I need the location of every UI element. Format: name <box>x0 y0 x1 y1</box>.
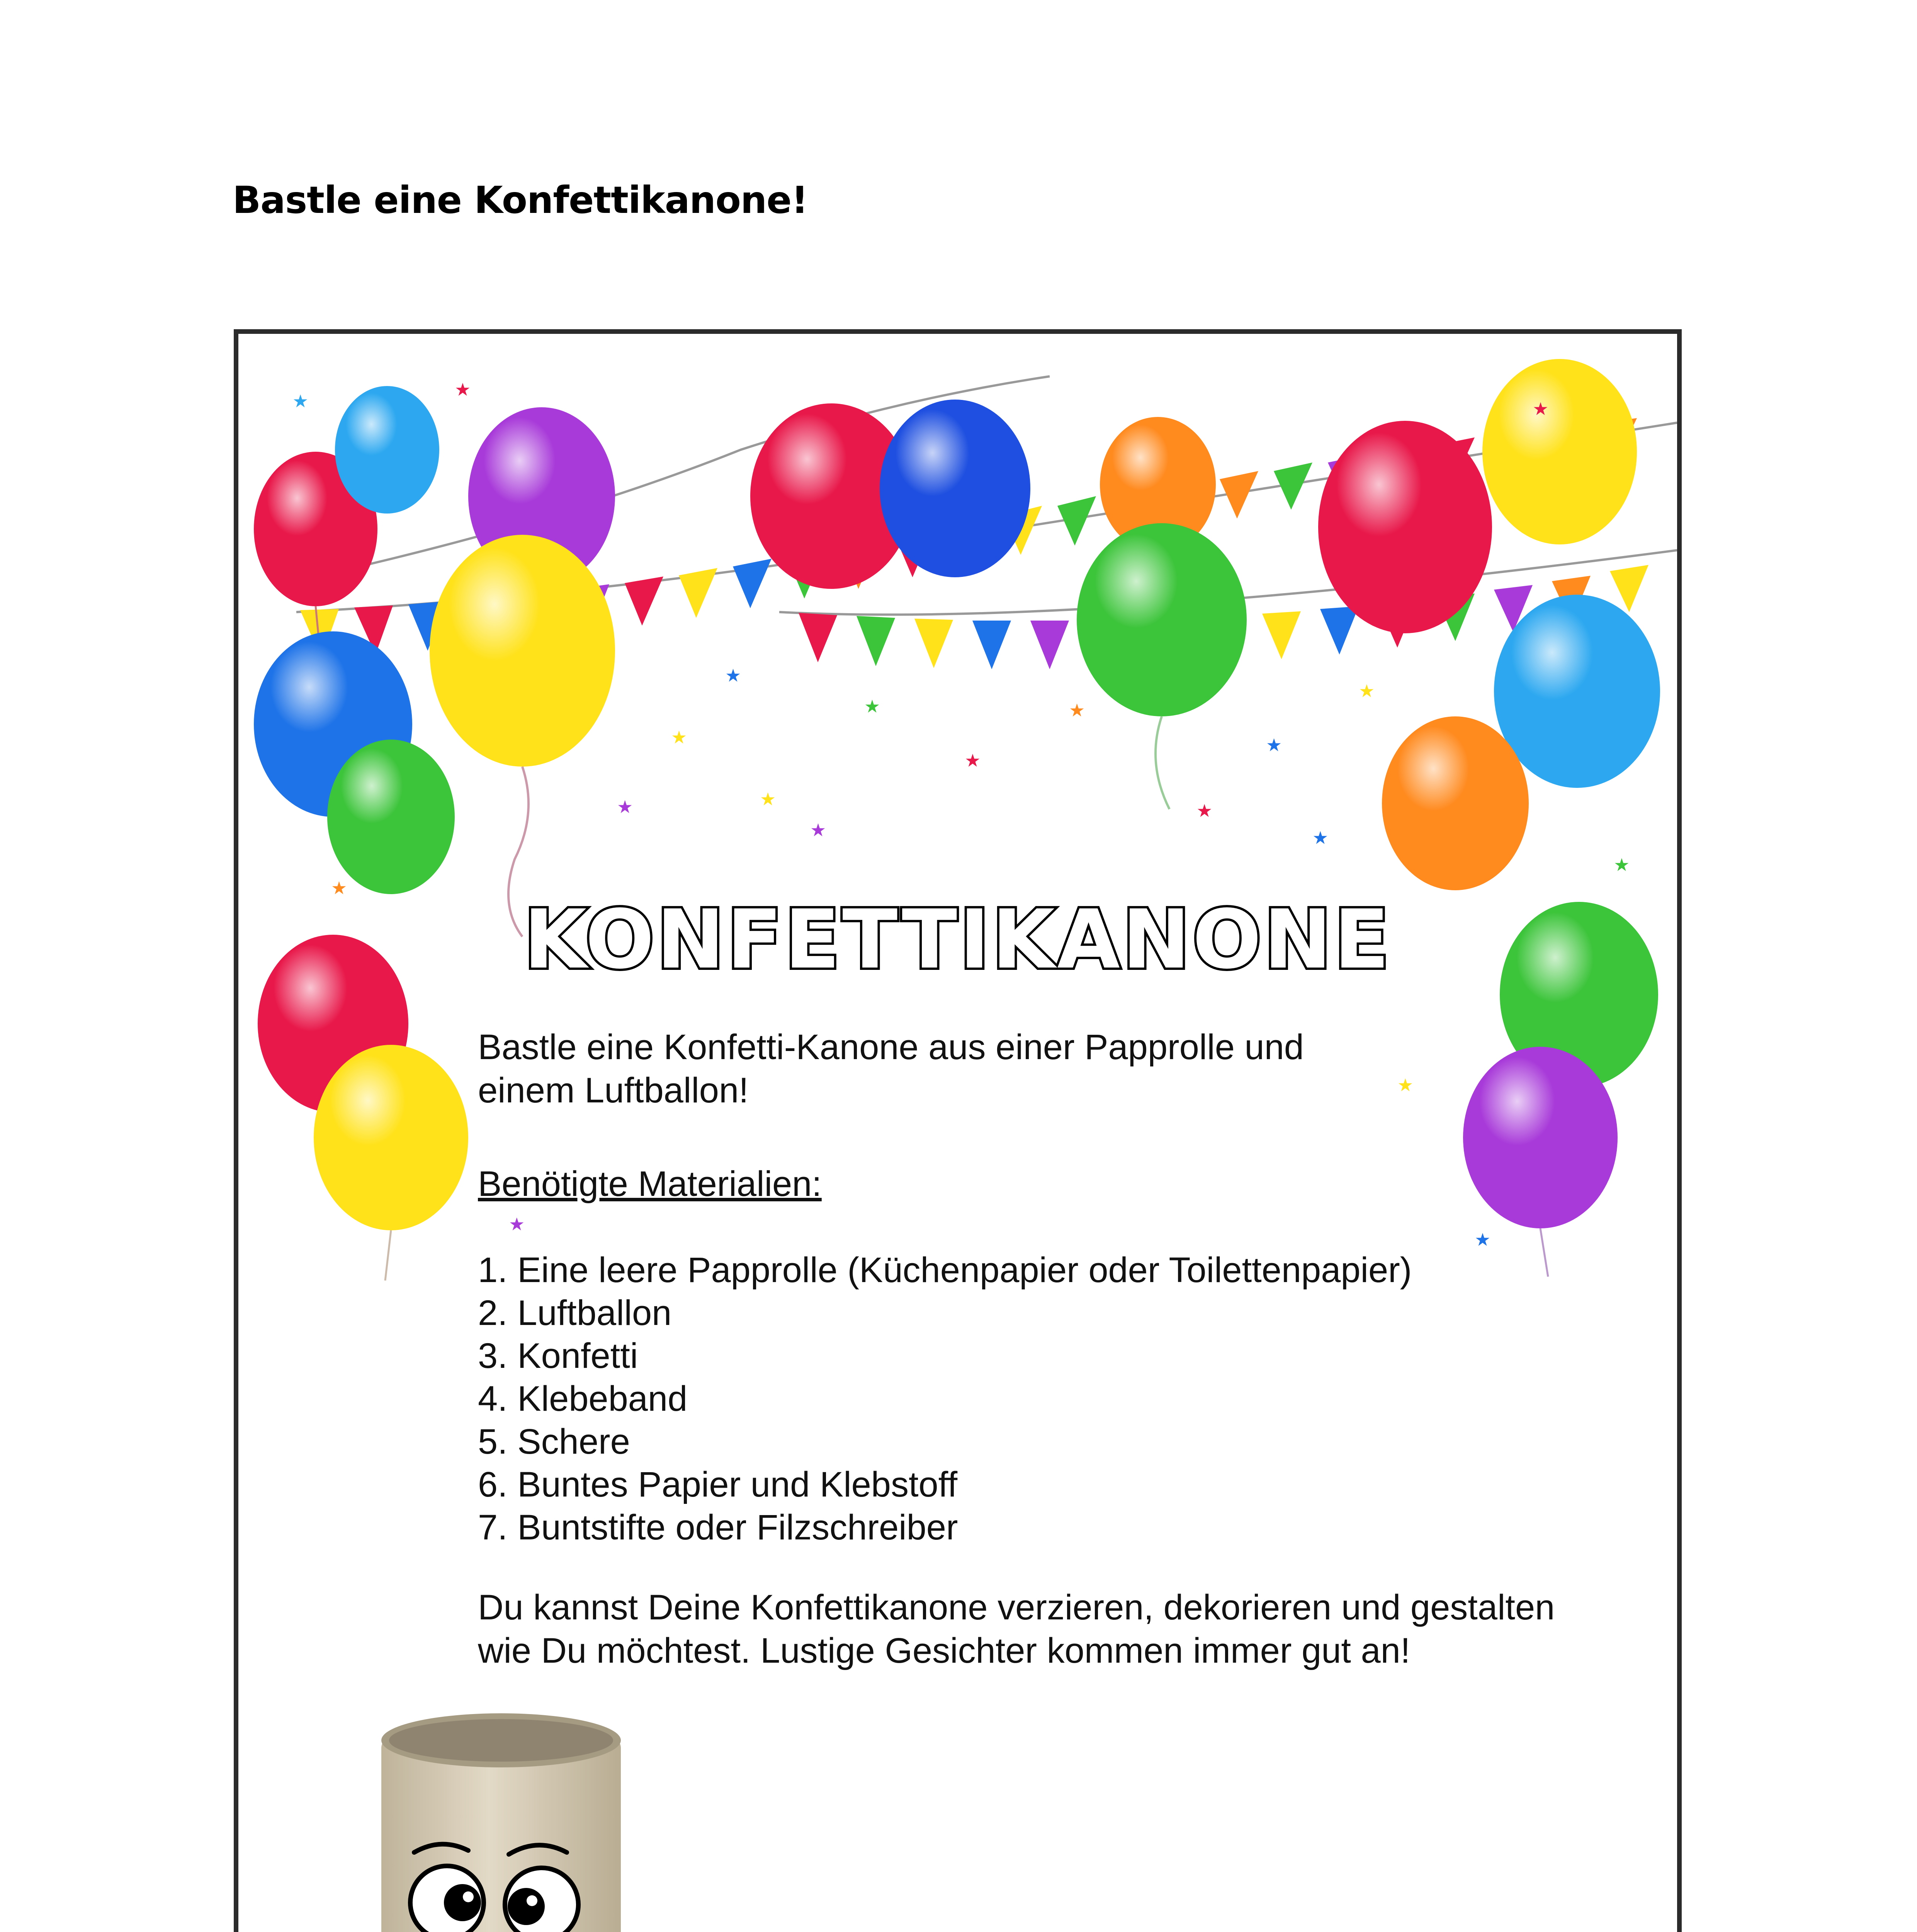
materials-heading: Benötigte Materialien: <box>478 1164 822 1204</box>
materials-item: 7. Buntstifte oder Filzschreiber <box>478 1508 958 1547</box>
poster-intro <box>478 1026 1521 1112</box>
balloon-icon <box>335 386 439 514</box>
balloon-icon <box>1318 421 1492 633</box>
balloon-icon <box>1382 716 1529 890</box>
balloon-icon <box>430 535 615 937</box>
balloon-icon <box>1494 595 1660 788</box>
paper-roll-face-icon <box>381 1713 621 1932</box>
svg-text:★: ★ <box>725 665 741 686</box>
materials-item: 2. Luftballon <box>478 1293 672 1333</box>
svg-text:★: ★ <box>760 789 776 810</box>
svg-text:★: ★ <box>671 727 687 748</box>
balloon-icon <box>1077 523 1247 809</box>
svg-text:★: ★ <box>1196 800 1213 821</box>
balloon-icon <box>327 740 455 894</box>
balloon-icon <box>314 1045 468 1281</box>
poster-artwork <box>238 334 1677 1932</box>
materials-item: 4. Klebeband <box>478 1379 688 1418</box>
svg-text:★: ★ <box>864 696 880 717</box>
page-heading: Bastle eine Konfettikanone! <box>233 179 808 222</box>
materials-list <box>478 1249 1412 1549</box>
svg-text:★: ★ <box>617 796 633 817</box>
balloon-icon <box>1482 359 1637 544</box>
intro-line-1: Bastle eine Konfetti-Kanone aus einer Papprolle und <box>478 1027 1304 1067</box>
intro-line-2: einem Luftballon! <box>478 1071 749 1110</box>
svg-text:★: ★ <box>1359 680 1375 701</box>
outro-line-1: Du kannst Deine Konfettikanone verzieren, dekorieren und gestalten <box>478 1588 1555 1627</box>
svg-text:★: ★ <box>455 379 471 400</box>
svg-text:★: ★ <box>1312 827 1329 848</box>
balloon-icon <box>880 400 1030 577</box>
poster-frame <box>234 329 1682 1932</box>
svg-text:★: ★ <box>965 750 981 771</box>
poster-title <box>524 892 1392 987</box>
svg-text:★: ★ <box>1069 700 1085 721</box>
svg-text:★: ★ <box>1475 1229 1491 1250</box>
svg-text:★: ★ <box>1397 1075 1414 1095</box>
svg-text:★: ★ <box>509 1214 525 1235</box>
materials-item: 1. Eine leere Papprolle (Küchenpapier oder Toilettenpapier) <box>478 1250 1412 1290</box>
outro-line-2: wie Du möchtest. Lustige Gesichter kommen immer gut an! <box>478 1631 1411 1670</box>
svg-text:KONFETTIKANONE: KONFETTIKANONE <box>523 892 1392 987</box>
svg-text:★: ★ <box>1614 854 1630 875</box>
svg-text:★: ★ <box>1266 735 1282 755</box>
materials-item: 5. Schere <box>478 1422 630 1461</box>
materials-item: 6. Buntes Papier und Klebstoff <box>478 1465 958 1504</box>
svg-text:★: ★ <box>1533 398 1549 419</box>
svg-text:★: ★ <box>331 878 347 898</box>
poster-outro <box>478 1586 1656 1672</box>
svg-text:★: ★ <box>292 391 309 412</box>
materials-item: 3. Konfetti <box>478 1336 638 1376</box>
svg-text:★: ★ <box>810 820 826 840</box>
